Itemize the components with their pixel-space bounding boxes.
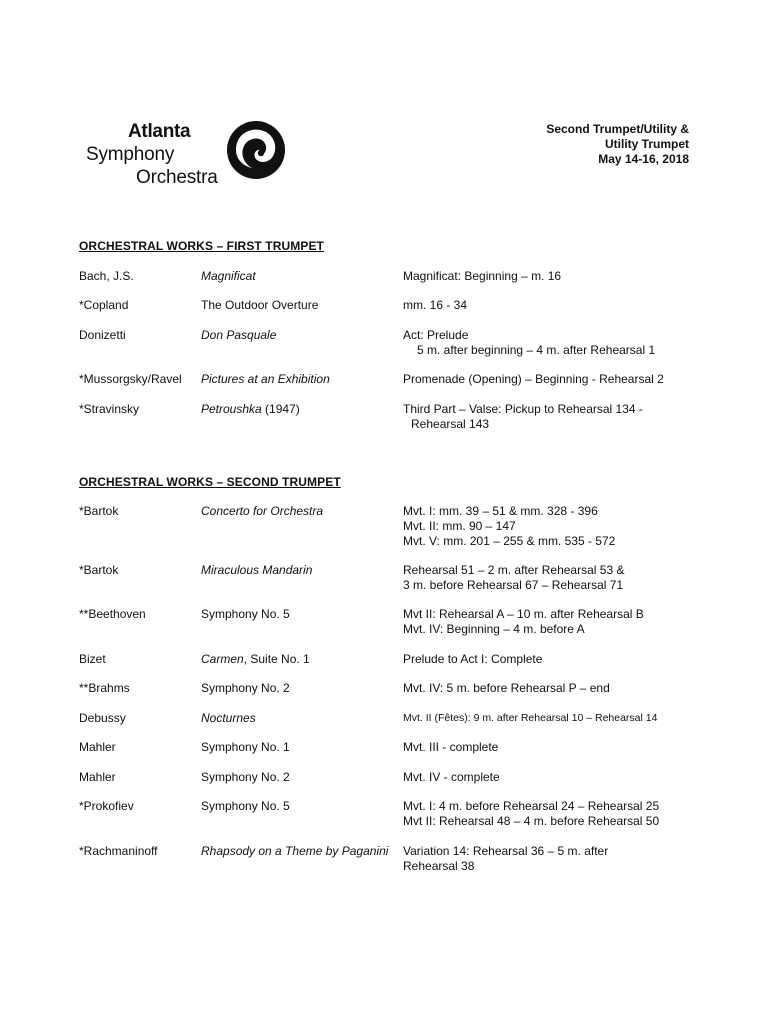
excerpt: Mvt. II (Fêtes): 9 m. after Rehearsal 10 – Rehearsal 14: [403, 712, 658, 724]
work-title: Don Pasquale: [201, 328, 277, 342]
work-title: Carmen, Suite No. 1: [201, 652, 310, 666]
audition-info: [546, 122, 689, 167]
work-title: Symphony No. 5: [201, 799, 290, 813]
work-title: Miraculous Mandarin: [201, 563, 313, 577]
composer: **Beethoven: [79, 607, 146, 621]
excerpt: Mvt. III - complete: [403, 740, 499, 754]
composer: *Bartok: [79, 563, 119, 577]
composer: **Brahms: [79, 681, 130, 695]
work-title: Symphony No. 2: [201, 770, 290, 784]
excerpt: Mvt. IV - complete: [403, 770, 500, 784]
composer: *Prokofiev: [79, 799, 134, 813]
position-title-line2: Utility Trumpet: [604, 137, 689, 151]
position-title-line1: Second Trumpet/Utility &: [546, 122, 689, 136]
excerpt: mm. 16 - 34: [403, 298, 468, 312]
work-title: Symphony No. 1: [201, 740, 290, 754]
swirl-logo-mark-icon: [226, 120, 286, 180]
work-title: The Outdoor Overture: [201, 298, 319, 312]
logo-word-orchestra: Orchestra: [136, 167, 218, 188]
composer: Bach, J.S.: [79, 269, 134, 283]
work-title: Nocturnes: [201, 711, 256, 725]
composer: *Copland: [79, 298, 129, 312]
work-title: Concerto for Orchestra: [201, 504, 324, 518]
composer: Donizetti: [79, 328, 126, 342]
work-title: Symphony No. 5: [201, 607, 290, 621]
work-title: Rhapsody on a Theme by Paganini: [201, 844, 389, 858]
excerpt: Mvt. I: mm. 39 – 51 & mm. 328 - 396 Mvt. II: mm. 90 – 147 Mvt. V: mm. 201 – 255 & mm. 535 - 572: [403, 504, 616, 548]
aso-logo: [84, 118, 294, 190]
logo-word-symphony: Symphony: [86, 144, 175, 165]
audition-date: May 14-16, 2018: [598, 152, 689, 166]
section-title-second-trumpet: ORCHESTRAL WORKS – SECOND TRUMPET: [79, 475, 341, 489]
logo-word-atlanta: Atlanta: [128, 121, 191, 142]
composer: Mahler: [79, 740, 116, 754]
section-title-first-trumpet: ORCHESTRAL WORKS – FIRST TRUMPET: [79, 239, 324, 253]
work-title: Pictures at an Exhibition: [201, 372, 330, 386]
excerpt: Third Part – Valse: Pickup to Rehearsal 134 - Rehearsal 143: [403, 402, 643, 431]
excerpt: Act: Prelude 5 m. after beginning – 4 m. after Rehearsal 1: [403, 328, 656, 357]
work-title: Magnificat: [201, 269, 256, 283]
excerpt: Magnificat: Beginning – m. 16: [403, 269, 562, 283]
composer: *Bartok: [79, 504, 119, 518]
excerpt: Mvt. I: 4 m. before Rehearsal 24 – Rehearsal 25 Mvt II: Rehearsal 48 – 4 m. before Rehearsal 50: [403, 799, 660, 828]
excerpt: Variation 14: Rehearsal 36 – 5 m. after Rehearsal 38: [403, 844, 609, 873]
composer: Debussy: [79, 711, 126, 725]
work-title: Petroushka (1947): [201, 402, 300, 416]
composer: *Rachmaninoff: [79, 844, 158, 858]
excerpt: Mvt II: Rehearsal A – 10 m. after Rehearsal B Mvt. IV: Beginning – 4 m. before A: [403, 607, 644, 636]
excerpt: Promenade (Opening) – Beginning - Rehearsal 2: [403, 372, 664, 386]
composer: *Mussorgsky/Ravel: [79, 372, 182, 386]
composer: Mahler: [79, 770, 116, 784]
excerpt: Mvt. IV: 5 m. before Rehearsal P – end: [403, 681, 610, 695]
composer: *Stravinsky: [79, 402, 140, 416]
work-title: Symphony No. 2: [201, 681, 290, 695]
excerpt: Rehearsal 51 – 2 m. after Rehearsal 53 & 3 m. before Rehearsal 67 – Rehearsal 71: [403, 563, 625, 592]
composer: Bizet: [79, 652, 106, 666]
excerpt: Prelude to Act I: Complete: [403, 652, 543, 666]
